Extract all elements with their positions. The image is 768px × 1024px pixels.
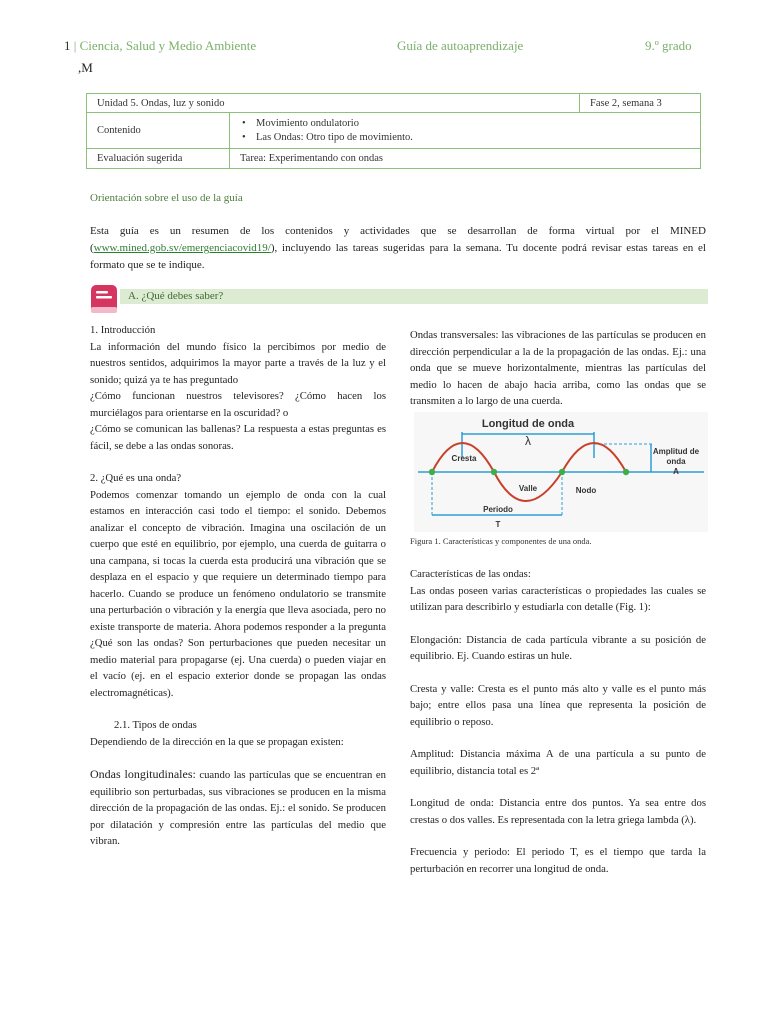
paragraph: Las ondas poseen varias características o propiedades las cuales se utilizan para describirlo y estudiarla con detalle (Fig. 1): bbox=[410, 584, 706, 613]
paragraph: Podemos comenzar tomando un ejemplo de onda con la cual estamos en interacción casi todo el tiempo: el sonido. Debemos analizar el concepto de vibración. Imagina una oscilación de un cuerpo que esté en equilibrio, por ejemplo, una cuerda de guitarra o una campana, si tocas la cuerda esta producirá una vibración que se desplaza en el espacio y que requiere un determinado tiempo para hacerlo. Cuando se produce un fenómeno ondulatorio se transmite una perturbación o vibración y la energía que lleva asociada, pero no existe transporte de materia. Ahora podemos responder a la pregunta ¿Qué son las ondas? Son perturbaciones que pueden necesitar un medio material para propagarse (ej. Una cuerda) o pueden viajar en el vacío (ej. en el espacio exterior donde se propagan las ondas electromagnéticas). bbox=[90, 488, 386, 699]
content-item: • Las Ondas: Otro tipo de movimiento. bbox=[256, 131, 690, 145]
amplitude-label-2: onda bbox=[666, 457, 686, 466]
content-list bbox=[230, 113, 701, 149]
paragraph-transversales: Ondas transversales: las vibraciones de las partículas se producen en dirección perpendicular a la de la propagación de las ondas. Ej.: una onda que se mueve horizontalmente, mientras las partículas del medio lo hacen de abajo hacia arriba, como las ondas que se transmiten a lo largo de una cuerda. bbox=[410, 329, 706, 407]
heading-que-es-onda: 2. ¿Qué es una onda? bbox=[90, 472, 182, 484]
heading-introduccion: 1. Introducción bbox=[90, 324, 156, 336]
node-point bbox=[491, 469, 497, 475]
paragraph-amplitud: Amplitud: Distancia máxima A de una partícula a su punto de equilibrio, distancia total es 2ª bbox=[410, 748, 706, 777]
header-subject: Ciencia, Salud y Medio Ambiente bbox=[79, 38, 257, 53]
evaluation-label: Evaluación sugerida bbox=[87, 149, 230, 169]
intro-text-2: ), incluyendo las tareas sugeridas para la semana. Tu docente podrá revisar estas tareas en el formato que se te indique. bbox=[90, 242, 706, 271]
section-a-title: A. ¿Qué debes saber? bbox=[128, 290, 224, 302]
heading-caracteristicas: Características de las ondas: bbox=[410, 568, 531, 580]
book-icon bbox=[88, 283, 120, 315]
left-column bbox=[90, 322, 386, 850]
wavelength-label: Longitud de onda bbox=[481, 418, 575, 430]
page-number: 1 bbox=[64, 38, 71, 53]
period-label: Periodo bbox=[483, 505, 513, 514]
paragraph: La información del mundo físico la percibimos por medio de nuestros sentidos, adquirimos la mayor parte a través de la luz y el sonido; quizá ya te has preguntado bbox=[90, 340, 386, 386]
term-longitudinales: Ondas longitudinales: bbox=[90, 767, 196, 781]
trough-label: Valle bbox=[518, 484, 538, 493]
stray-mark: ,M bbox=[78, 60, 93, 75]
right-column-bottom bbox=[410, 566, 706, 877]
node-label: Nodo bbox=[575, 486, 597, 495]
paragraph-longitudinales bbox=[90, 766, 386, 850]
figure-caption: Figura 1. Características y componentes de una onda. bbox=[410, 536, 592, 546]
node-point bbox=[429, 469, 435, 475]
evaluation-value: Tarea: Experimentando con ondas bbox=[230, 149, 701, 169]
orientation-title: Orientación sobre el uso de la guía bbox=[90, 192, 243, 204]
intro-text-1: Esta guía es un resumen de los contenidos y actividades que se desarrollan de forma virtual por el MINED ( bbox=[90, 225, 706, 254]
period-symbol: T bbox=[495, 520, 501, 529]
lambda-symbol: λ bbox=[525, 434, 531, 448]
header-grade: 9.º grado bbox=[645, 38, 692, 53]
mined-link[interactable]: www.mined.gob.sv/emergenciacovid19/ bbox=[93, 242, 271, 254]
wave-figure bbox=[414, 412, 708, 532]
paragraph: ¿Cómo funcionan nuestros televisores? ¿Cómo hacen los murciélagos para orientarse en la oscuridad? o bbox=[90, 390, 386, 419]
header-guide: Guía de autoaprendizaje bbox=[397, 38, 524, 53]
paragraph-cresta-valle: Cresta y valle: Cresta es el punto más alto y valle es el punto más bajo; entre ellos pasa una línea que representa la posición de equilibrio o reposo. bbox=[410, 682, 706, 728]
heading-tipos-ondas: 2.1. Tipos de ondas bbox=[114, 719, 197, 731]
content-label: Contenido bbox=[87, 113, 230, 149]
node-point bbox=[623, 469, 629, 475]
section-a-banner bbox=[120, 289, 708, 304]
paragraph-frecuencia: Frecuencia y periodo: El periodo T, es el tiempo que tarda la perturbación en recorrer una longitud de onda. bbox=[410, 846, 706, 875]
paragraph-elongacion: Elongación: Distancia de cada partícula vibrante a su posición de equilibrio. Ej. Cuando estiras un hule. bbox=[410, 633, 706, 662]
paragraph-longitud-onda: Longitud de onda: Distancia entre dos puntos. Ya sea entre dos crestas o dos valles. Es representada con la letra griega lambda (λ). bbox=[410, 797, 706, 826]
phase-label: Fase 2, semana 3 bbox=[580, 94, 701, 113]
longitudinales-text: cuando las partículas que se encuentran en equilibrio son perturbadas, sus vibraciones se producen en la misma dirección de la propagación de las ondas. Ej.: el sonido. Se producen por dilatación y compresión entre las partículas del medio que vibran. bbox=[90, 769, 386, 847]
node-point bbox=[559, 469, 565, 475]
amplitude-label-1: Amplitud de bbox=[652, 447, 700, 456]
page-header-left bbox=[64, 38, 256, 54]
paragraph: ¿Cómo se comunican las ballenas? La respuesta a estas preguntas es fácil, se debe a las ondas sonoras. bbox=[90, 423, 386, 452]
unit-title: Unidad 5. Ondas, luz y sonido bbox=[87, 94, 580, 113]
right-column-top bbox=[410, 327, 706, 410]
unit-info-table bbox=[86, 93, 701, 169]
paragraph: Dependiendo de la dirección en la que se propagan existen: bbox=[90, 735, 344, 748]
content-item: • Movimiento ondulatorio bbox=[256, 117, 690, 131]
amplitude-label-3: A bbox=[673, 467, 679, 476]
intro-paragraph bbox=[90, 223, 706, 274]
crest-label: Cresta bbox=[451, 454, 477, 463]
header-separator: | bbox=[73, 38, 77, 53]
